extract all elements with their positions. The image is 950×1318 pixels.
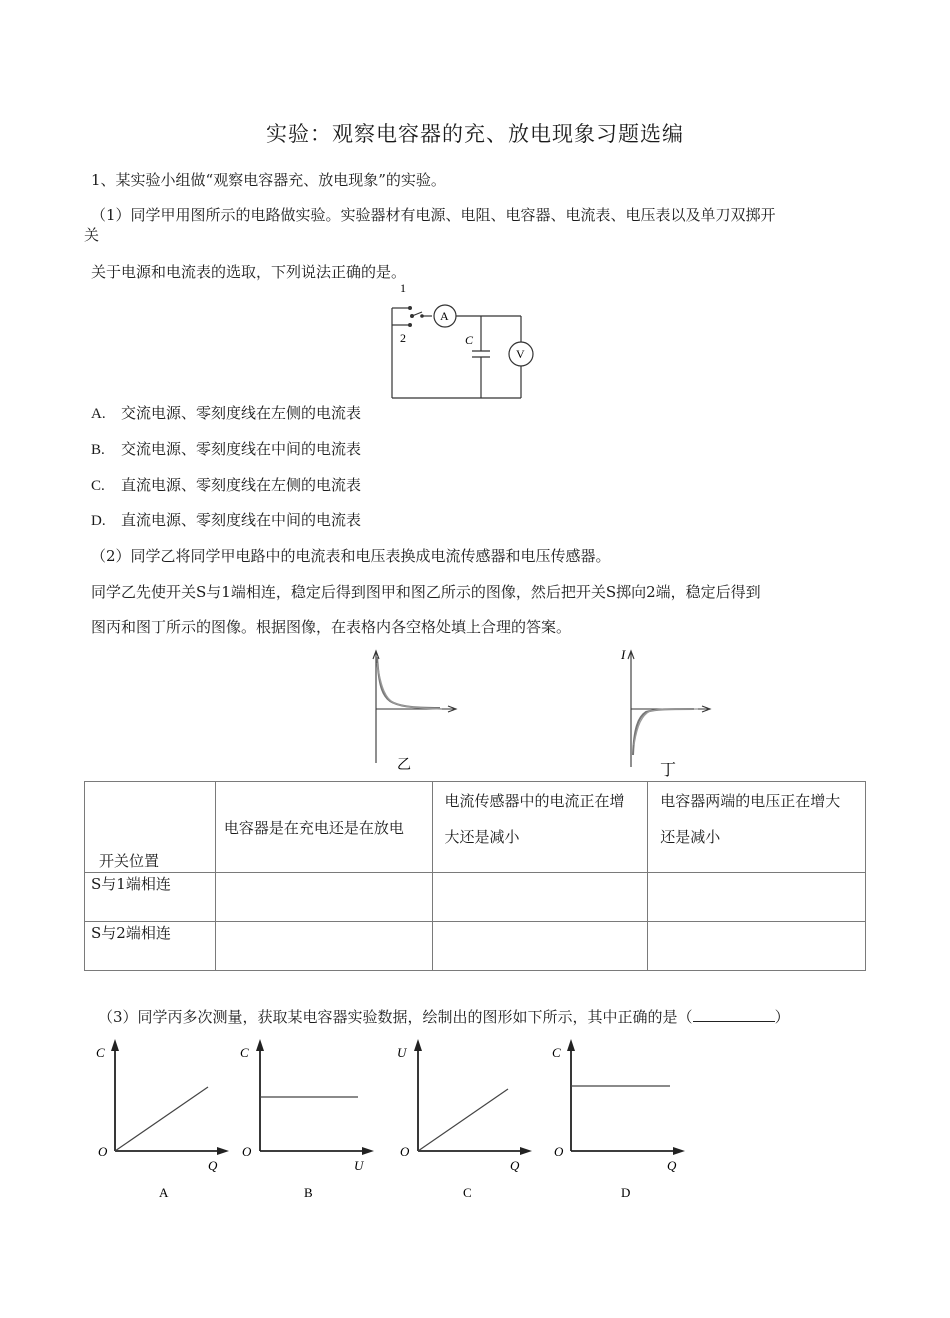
switch-pivot [410,314,414,318]
svg-text:O: O [242,1144,252,1159]
svg-text:U: U [397,1045,407,1060]
answer-cell[interactable] [648,873,866,922]
graph-yi [360,645,470,775]
svg-text:Q: Q [510,1158,520,1173]
choice-graph-a [96,1039,229,1200]
question-1-intro: 1、某实验小组做“观察电容器充、放电现象”的实验。 [91,171,446,189]
choice-graphs [90,1035,730,1210]
choice-graph-d [552,1039,685,1200]
switch-terminal-2 [408,323,412,327]
svg-text:Q: Q [667,1158,677,1173]
option-c[interactable]: C. 直流电源、零刻度线在左侧的电流表 [91,476,362,494]
ammeter-label: A [440,309,449,323]
option-a[interactable]: A. 交流电源、零刻度线在左侧的电流表 [91,404,362,422]
part-3-question: （3）同学丙多次测量，获取某电容器实验数据，绘制出的图形如下所示，其中正确的是（ ） [98,1008,790,1026]
svg-text:C: C [96,1045,105,1060]
answer-table [84,781,866,971]
svg-text:D: D [621,1185,631,1200]
graph-ding [614,645,724,780]
part-2-line-2: 同学乙先使开关S与1端相连，稳定后得到图甲和图乙所示的图像，然后把开关S掷向2端，稳定后得到 [91,583,761,601]
switch-label-2: 2 [400,331,406,345]
voltmeter-label: V [516,347,525,361]
row-label-s2: S与2端相连 [85,922,216,971]
part-2-line-1: （2）同学乙将同学甲电路中的电流表和电压表换成电流传感器和电压传感器。 [91,547,611,565]
part-1-question: 关于电源和电流表的选取，下列说法正确的是。 [91,263,407,281]
svg-text:C: C [240,1045,249,1060]
choice-graph-c [397,1039,532,1200]
switch-terminal-1 [408,306,412,310]
header-current: 电流传感器中的电流正在增 大还是减小 [432,782,648,873]
choice-graph-b [240,1039,374,1200]
header-switch-position: 开关位置 [85,782,216,873]
switch-label-1: 1 [400,281,406,295]
svg-text:B: B [304,1185,313,1200]
svg-text:A: A [159,1185,169,1200]
part-2-line-3: 图丙和图丁所示的图像。根据图像，在表格内各空格处填上合理的答案。 [91,618,572,636]
answer-cell[interactable] [432,922,648,971]
table-row [85,873,866,922]
answer-cell[interactable] [215,922,432,971]
capacitor-label: C [465,333,474,347]
header-charge-discharge: 电容器是在充电还是在放电 [215,782,432,873]
svg-text:U: U [354,1158,364,1173]
svg-text:C: C [552,1045,561,1060]
svg-text:O: O [554,1144,564,1159]
answer-cell[interactable] [648,922,866,971]
header-voltage: 电容器两端的电压正在增大 还是减小 [648,782,866,873]
row-label-s1: S与1端相连 [85,873,216,922]
table-header-row [85,782,866,873]
circuit-diagram [388,278,538,403]
svg-text:O: O [400,1144,410,1159]
part-1-line-1: （1）同学甲用图所示的电路做实验。实验器材有电源、电阻、电容器、电流表、电压表以及单刀双掷开 [91,206,776,224]
answer-cell[interactable] [432,873,648,922]
svg-text:Q: Q [208,1158,218,1173]
part-1-line-2: 关 [84,226,100,244]
svg-text:O: O [98,1144,108,1159]
graph-ding-curve [633,709,694,755]
page-title: 实验：观察电容器的充、放电现象习题选编 [266,122,684,146]
table-row [85,922,866,971]
graph-yi-caption: 乙 [397,758,411,773]
answer-cell[interactable] [215,873,432,922]
graph-ding-caption: 丁 [660,762,677,779]
answer-blank[interactable] [693,1007,775,1022]
option-d[interactable]: D. 直流电源、零刻度线在中间的电流表 [91,511,362,529]
option-b[interactable]: B. 交流电源、零刻度线在中间的电流表 [91,440,362,458]
graph-yi-curve [377,657,440,708]
svg-text:C: C [463,1185,472,1200]
graph-ding-axis-label: I [621,647,626,662]
